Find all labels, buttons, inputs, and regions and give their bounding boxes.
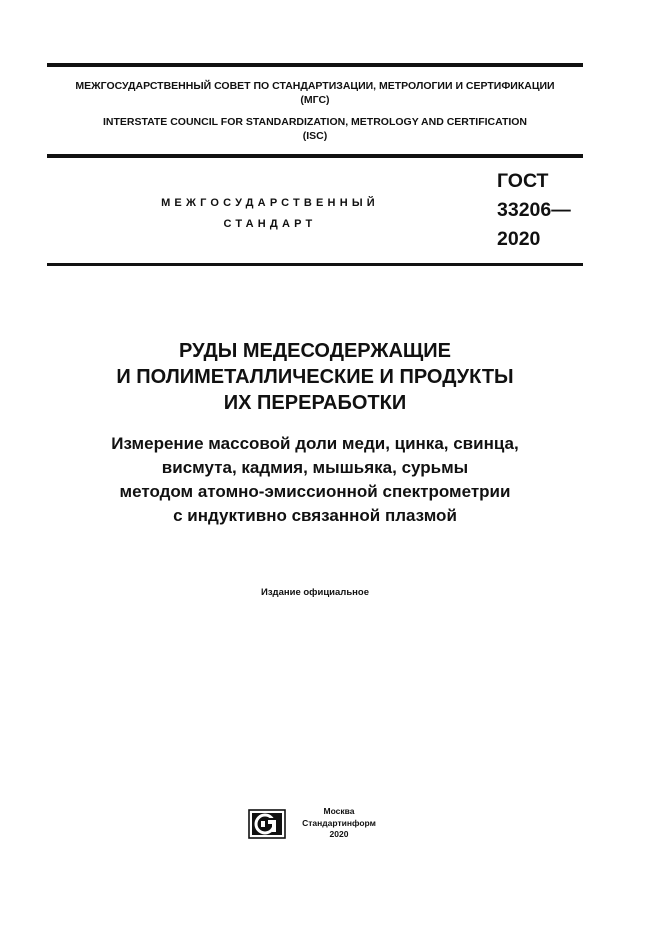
subtitle-line: висмута, кадмия, мышьяка, сурьмы — [161, 458, 469, 477]
council-abbr-ru: (МГС) — [300, 93, 330, 106]
standard-kind — [110, 193, 430, 235]
standard-kind-line2: СТАНДАРТ — [223, 218, 317, 230]
title-line: И ПОЛИМЕТАЛЛИЧЕСКИЕ И ПРОДУКТЫ — [116, 366, 514, 388]
document-subtitle — [47, 432, 583, 528]
middle-rule — [47, 154, 583, 158]
publisher-name: Стандартинформ — [302, 817, 376, 828]
standard-code — [497, 167, 571, 254]
subtitle-line: с индуктивно связанной плазмой — [173, 506, 457, 525]
subtitle-line: методом атомно-эмиссионной спектрометрии — [119, 482, 511, 501]
council-name-ru — [47, 80, 583, 107]
top-rule — [47, 63, 583, 67]
council-abbr-en: (ISC) — [302, 129, 328, 142]
standard-code-prefix: ГОСТ — [497, 170, 549, 192]
council-name-ru-line: МЕЖГОСУДАРСТВЕННЫЙ СОВЕТ ПО СТАНДАРТИЗАЦИИ, МЕТРОЛОГИИ И СЕРТИФИКАЦИИ — [75, 80, 555, 92]
bottom-rule — [47, 263, 583, 266]
publisher-city: Москва — [323, 806, 355, 816]
title-line: РУДЫ МЕДЕСОДЕРЖАЩИЕ — [179, 340, 451, 362]
council-name-en-line: INTERSTATE COUNCIL FOR STANDARDIZATION, METROLOGY AND CERTIFICATION — [102, 116, 528, 128]
council-name-en — [47, 116, 583, 143]
subtitle-line: Измерение массовой доли меди, цинка, свинца, — [111, 434, 519, 453]
publisher-imprint — [296, 806, 382, 841]
publisher-year: 2020 — [329, 829, 349, 839]
standard-code-year: 2020 — [497, 228, 541, 250]
document-title — [47, 338, 583, 416]
edition-label: Издание официальное — [261, 587, 369, 598]
title-line: ИХ ПЕРЕРАБОТКИ — [223, 392, 407, 414]
standartinform-logo-icon — [248, 809, 286, 839]
standard-kind-line1: МЕЖГОСУДАРСТВЕННЫЙ — [161, 197, 379, 209]
standard-code-number: 33206— — [497, 199, 571, 221]
